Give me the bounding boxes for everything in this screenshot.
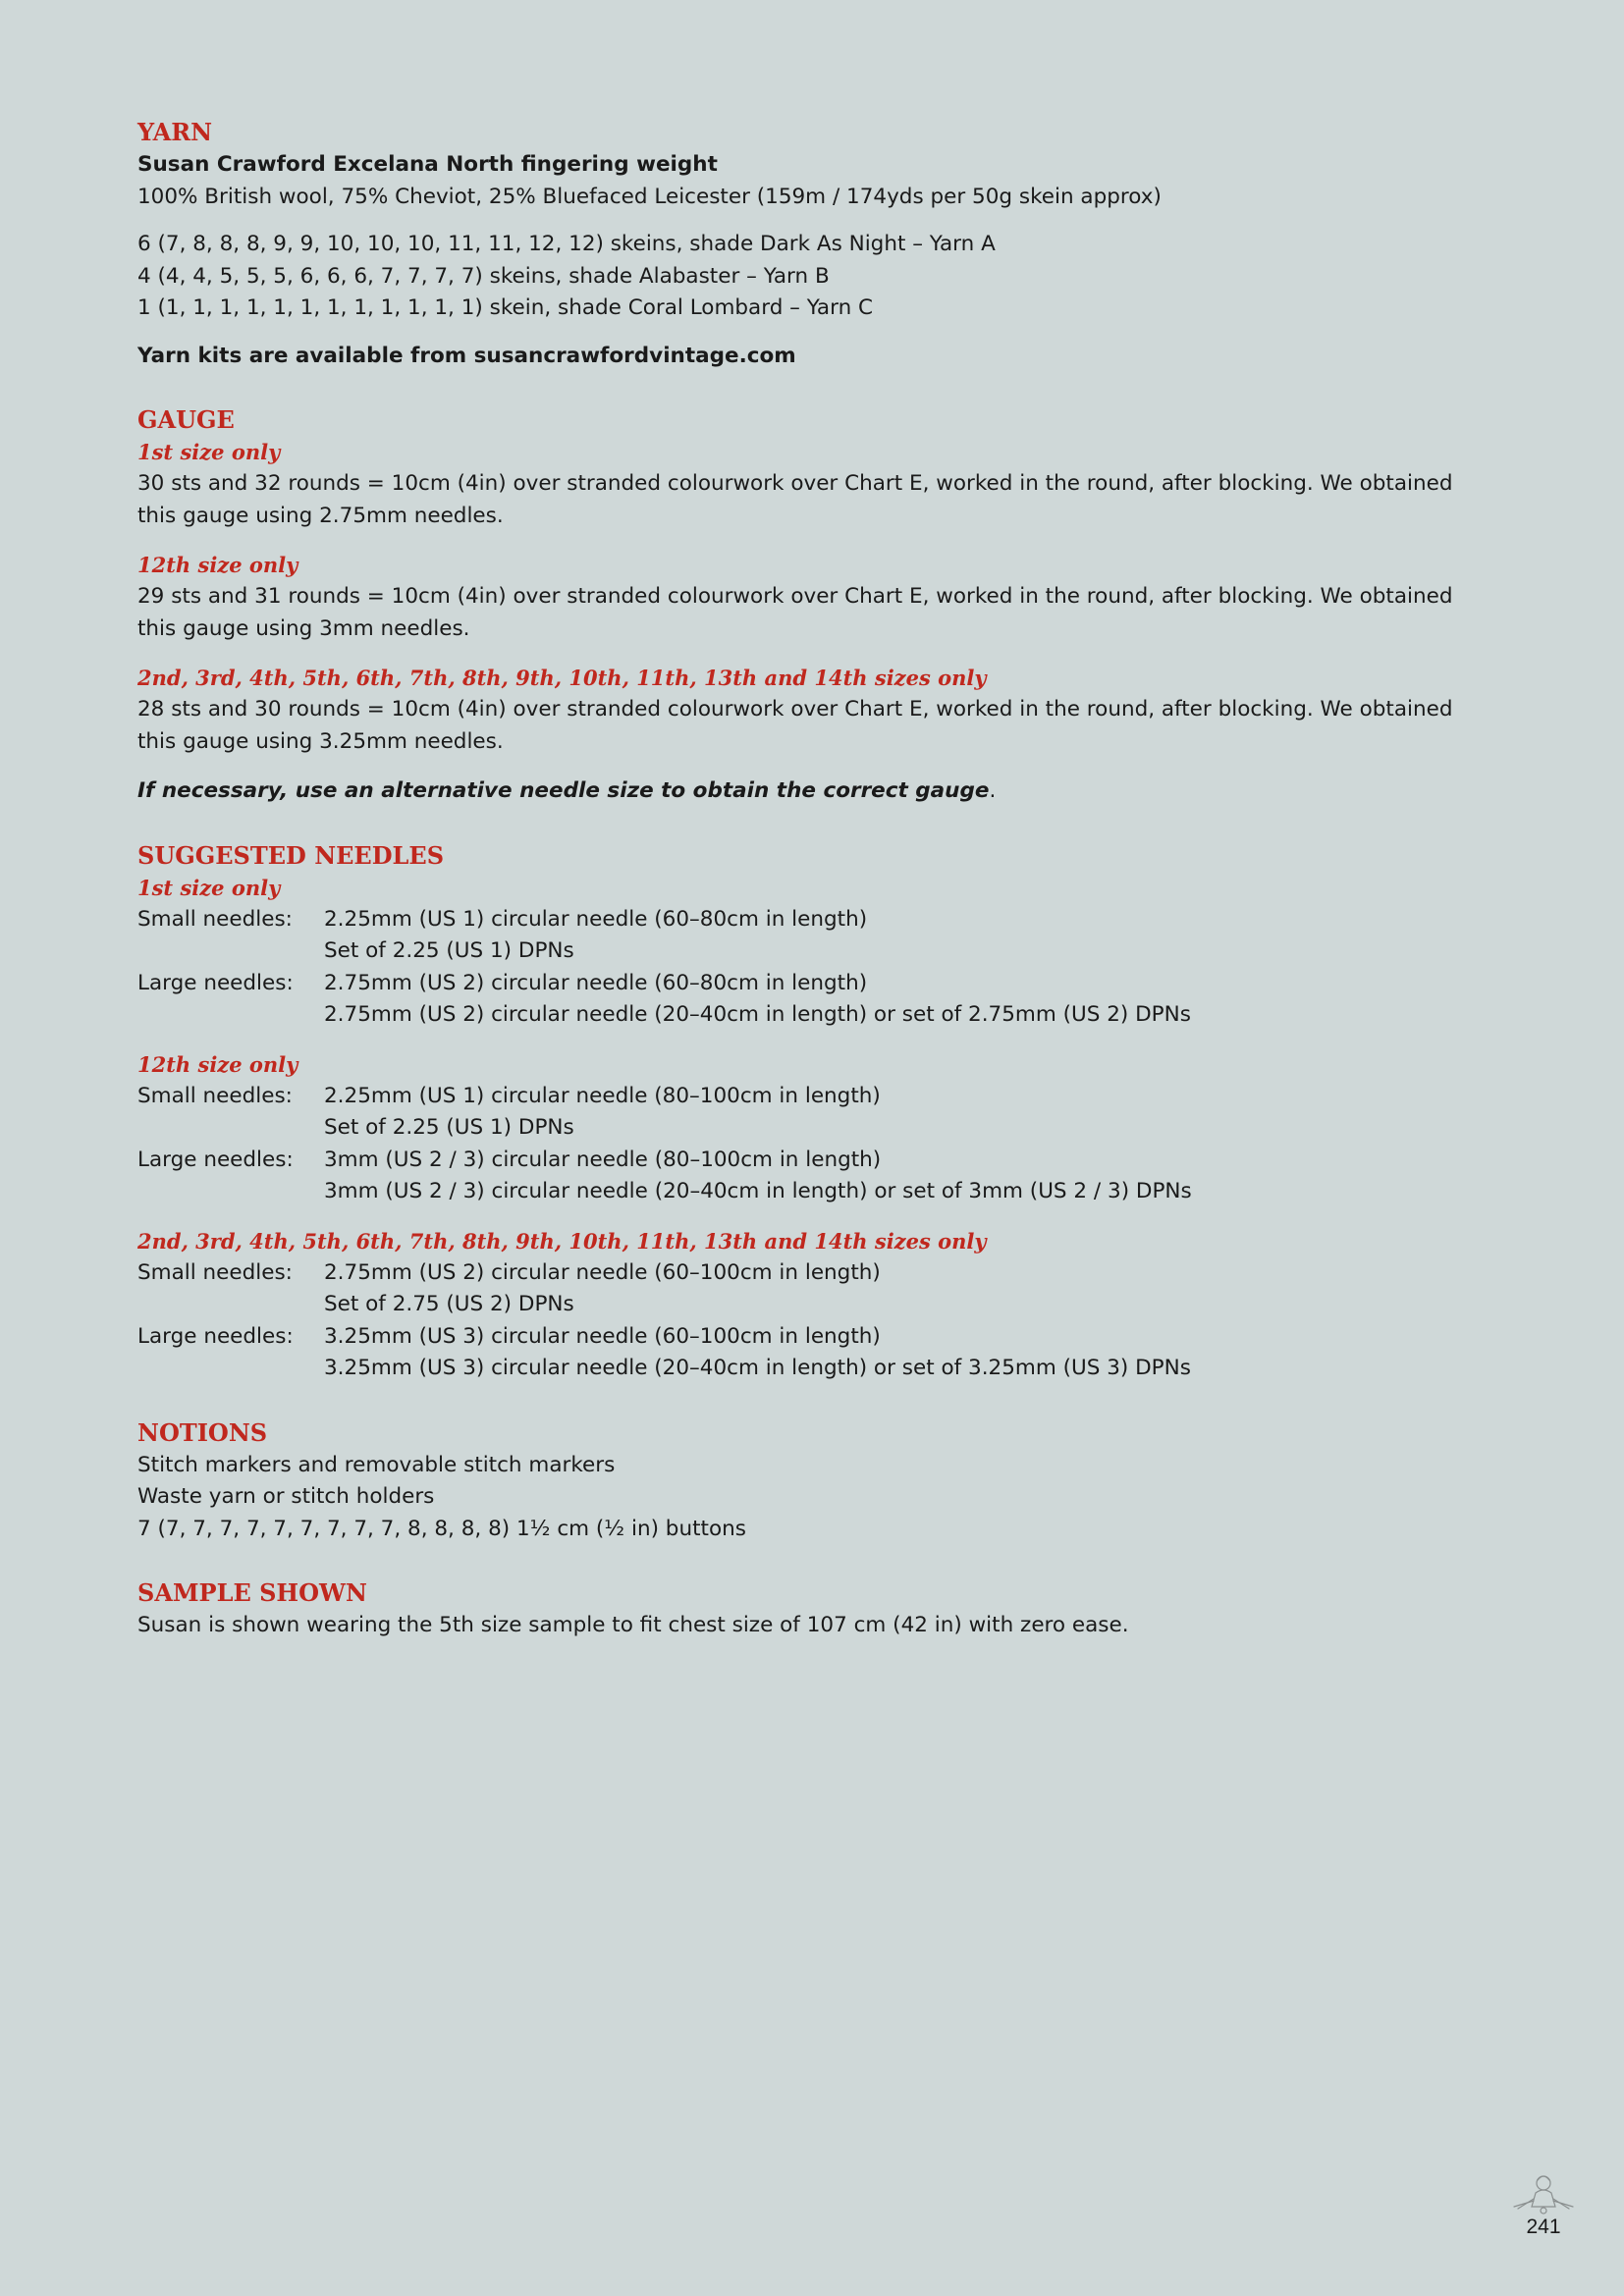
large-needles-values bbox=[324, 1321, 1492, 1385]
needle-item: 2.25mm (US 1) circular needle (60–80cm in length) bbox=[324, 906, 868, 932]
gauge-note-text: If necessary, use an alternative needle size to obtain the correct gauge bbox=[137, 778, 990, 803]
small-needles-label: Small needles: bbox=[137, 1259, 293, 1285]
needles-group-label: 2nd, 3rd, 4th, 5th, 6th, 7th, 8th, 9th, 10th, 11th, 13th and 14th sizes only bbox=[137, 1228, 987, 1254]
needles-group-label: 1st size only bbox=[137, 875, 281, 900]
gauge-note-end: . bbox=[989, 778, 997, 803]
gauge-note bbox=[137, 775, 1492, 808]
needle-item: 2.75mm (US 2) circular needle (60–80cm in length) bbox=[324, 970, 868, 995]
notions-item: 7 (7, 7, 7, 7, 7, 7, 7, 7, 7, 8, 8, 8, 8) 1½ cm (½ in) buttons bbox=[137, 1516, 746, 1541]
needle-item: Set of 2.25 (US 1) DPNs bbox=[324, 938, 574, 963]
needle-item: 3.25mm (US 3) circular needle (60–100cm in length) bbox=[324, 1323, 881, 1349]
small-needles-label: Small needles: bbox=[137, 906, 293, 932]
gauge-group-text: 30 sts and 32 rounds = 10cm (4in) over stranded colourwork over Chart E, worked in the round, after blocking. We obtained this gauge using 2.75mm needles. bbox=[137, 471, 1453, 528]
needle-item: 2.25mm (US 1) circular needle (80–100cm in length) bbox=[324, 1083, 881, 1108]
notions-heading: NOTIONS bbox=[137, 1417, 268, 1447]
needles-heading: SUGGESTED NEEDLES bbox=[137, 840, 445, 870]
yarn-quantity-c: 1 (1, 1, 1, 1, 1, 1, 1, 1, 1, 1, 1, 1) skein, shade Coral Lombard – Yarn C bbox=[137, 295, 874, 320]
yarn-name: Susan Crawford Excelana North fingering weight bbox=[137, 152, 718, 177]
needle-item: 2.75mm (US 2) circular needle (20–40cm in length) or set of 2.75mm (US 2) DPNs bbox=[324, 1002, 1191, 1027]
yarn-section bbox=[137, 116, 1492, 372]
yarn-kits-note: Yarn kits are available from susancrawfordvintage.com bbox=[137, 343, 796, 368]
gauge-group-text: 29 sts and 31 rounds = 10cm (4in) over stranded colourwork over Chart E, worked in the round, after blocking. We obtained this gauge using 3mm needles. bbox=[137, 584, 1453, 641]
yarn-quantity-a: 6 (7, 8, 8, 8, 9, 9, 10, 10, 10, 11, 11, 12, 12) skeins, shade Dark As Night – Yarn A bbox=[137, 232, 996, 256]
needles-section bbox=[137, 839, 1492, 1385]
small-needles-row bbox=[137, 1257, 1492, 1321]
sample-heading: SAMPLE SHOWN bbox=[137, 1578, 367, 1607]
gauge-group-label: 2nd, 3rd, 4th, 5th, 6th, 7th, 8th, 9th, 10th, 11th, 13th and 14th sizes only bbox=[137, 666, 987, 690]
large-needles-row bbox=[137, 1145, 1492, 1208]
page-footer bbox=[1504, 2171, 1583, 2240]
page-number: 241 bbox=[1526, 2216, 1561, 2238]
small-needles-values bbox=[324, 1257, 1492, 1321]
needle-item: 3.25mm (US 3) circular needle (20–40cm in length) or set of 3.25mm (US 3) DPNs bbox=[324, 1356, 1191, 1380]
needle-item: 2.75mm (US 2) circular needle (60–100cm in length) bbox=[324, 1259, 881, 1285]
small-needles-values bbox=[324, 1081, 1492, 1145]
pattern-page bbox=[137, 116, 1492, 1642]
yarn-quantity-b: 4 (4, 4, 5, 5, 5, 6, 6, 6, 7, 7, 7, 7) skeins, shade Alabaster – Yarn B bbox=[137, 263, 830, 289]
small-needles-label: Small needles: bbox=[137, 1083, 293, 1108]
needle-item: 3mm (US 2 / 3) circular needle (80–100cm in length) bbox=[324, 1147, 882, 1172]
large-needles-row bbox=[137, 968, 1492, 1032]
gauge-section bbox=[137, 403, 1492, 808]
needles-group-label: 12th size only bbox=[137, 1051, 298, 1077]
large-needles-values bbox=[324, 968, 1492, 1032]
small-needles-row bbox=[137, 1081, 1492, 1145]
yarn-heading: YARN bbox=[137, 118, 213, 146]
large-needles-label: Large needles: bbox=[137, 970, 294, 995]
small-needles-values bbox=[324, 904, 1492, 968]
notions-item: Stitch markers and removable stitch markers bbox=[137, 1452, 616, 1477]
large-needles-label: Large needles: bbox=[137, 1323, 294, 1349]
notions-section bbox=[137, 1416, 1492, 1546]
gauge-group-label: 12th size only bbox=[137, 553, 298, 577]
needle-item: Set of 2.75 (US 2) DPNs bbox=[324, 1292, 574, 1316]
sample-section bbox=[137, 1576, 1492, 1642]
knitter-logo-icon bbox=[1508, 2171, 1579, 2218]
gauge-group-label: 1st size only bbox=[137, 440, 281, 464]
small-needles-row bbox=[137, 904, 1492, 968]
large-needles-values bbox=[324, 1145, 1492, 1208]
gauge-group-text: 28 sts and 30 rounds = 10cm (4in) over stranded colourwork over Chart E, worked in the round, after blocking. We obtained this gauge using 3.25mm needles. bbox=[137, 697, 1453, 754]
yarn-fibre: 100% British wool, 75% Cheviot, 25% Bluefaced Leicester (159m / 174yds per 50g skein approx) bbox=[137, 184, 1162, 209]
large-needles-row bbox=[137, 1321, 1492, 1385]
needle-item: Set of 2.25 (US 1) DPNs bbox=[324, 1115, 574, 1140]
gauge-heading: GAUGE bbox=[137, 405, 235, 434]
needle-item: 3mm (US 2 / 3) circular needle (20–40cm in length) or set of 3mm (US 2 / 3) DPNs bbox=[324, 1179, 1192, 1203]
notions-item: Waste yarn or stitch holders bbox=[137, 1484, 435, 1509]
large-needles-label: Large needles: bbox=[137, 1147, 294, 1172]
sample-text: Susan is shown wearing the 5th size sample to fit chest size of 107 cm (42 in) with zero ease. bbox=[137, 1613, 1129, 1637]
